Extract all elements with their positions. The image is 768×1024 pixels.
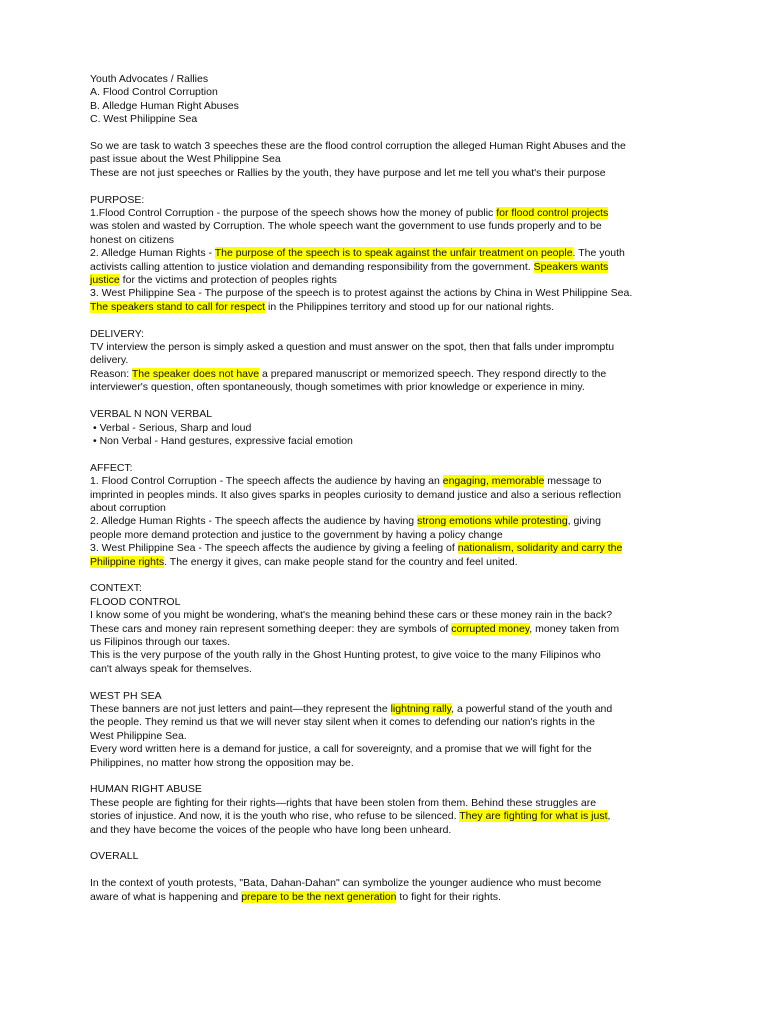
purpose-line [90, 261, 680, 274]
text: , a powerful stand of the youth and [451, 702, 613, 715]
highlight: Speakers wants [533, 260, 609, 273]
intro-line: These are not just speeches or Rallies by the youth, they have purpose and let me tell you what's their purpose [90, 166, 606, 179]
purpose-line [90, 247, 680, 260]
highlight: engaging, memorable [442, 475, 545, 488]
spacer [90, 676, 680, 689]
delivery-line: delivery. [90, 354, 129, 367]
spacer [90, 180, 680, 193]
context-line: Every word written here is a demand for justice, a call for sovereignty, and a promise that we will fight for the [90, 743, 592, 756]
section-heading-affect: AFFECT: [90, 461, 133, 474]
highlight: nationalism, solidarity and carry the [457, 542, 623, 555]
delivery-line: interviewer's question, often spontaneously, though sometimes with prior knowledge or experience in miny. [90, 381, 585, 394]
section-heading-context: CONTEXT: [90, 582, 142, 595]
purpose-line [90, 207, 680, 220]
text: a prepared manuscript or memorized speech. They respond directly to the [259, 367, 607, 380]
text: , [607, 810, 611, 823]
highlight: for flood control projects [496, 207, 609, 220]
text: These cars and money rain represent something deeper: they are symbols of [90, 622, 452, 635]
spacer [90, 837, 680, 850]
text: , giving [567, 515, 601, 528]
context-line [90, 703, 680, 716]
affect-line [90, 542, 680, 555]
affect-line: about corruption [90, 501, 166, 514]
context-line: the people. They remind us that we will never stay silent when it comes to defending our nation's rights in the [90, 716, 595, 729]
section-heading-verbal: VERBAL N NON VERBAL [90, 408, 213, 421]
text: These banners are not just letters and paint—they represent the [90, 702, 391, 715]
text: 1. Flood Control Corruption - The speech affects the audience by having an [90, 475, 443, 488]
context-line: West Philippine Sea. [90, 729, 187, 742]
text: to fight for their rights. [396, 890, 501, 903]
highlight: prepare to be the next generation [241, 890, 397, 903]
context-line [90, 810, 680, 823]
highlight: The purpose of the speech is to speak against the unfair treatment on people [214, 247, 573, 260]
text: , money taken from [529, 622, 620, 635]
context-line: This is the very purpose of the youth rally in the Ghost Hunting protest, to give voice to the many Filipinos who [90, 649, 601, 662]
text: 1.Flood Control Corruption - the purpose of the speech shows how the money of public [90, 207, 497, 220]
bullet-item: • Non Verbal - Hand gestures, expressive facial emotion [93, 434, 353, 447]
overall-line: In the context of youth protests, "Bata, Dahan-Dahan" can symbolize the younger audience who must become [90, 877, 602, 890]
affect-line [90, 515, 680, 528]
affect-line: imprinted in peoples minds. It also gives sparks in peoples curiosity to demand justice and also a serious reflection [90, 488, 622, 501]
purpose-line [90, 301, 680, 314]
purpose-line: honest on citizens [90, 233, 175, 246]
topic-item: B. Alledge Human Right Abuses [90, 99, 239, 112]
affect-line: people more demand protection and justice to the government by having a policy change [90, 528, 503, 541]
highlight: The speakers stand to call for respect [90, 300, 266, 313]
context-line [90, 623, 680, 636]
spacer [90, 127, 680, 140]
highlight: corrupted money [451, 622, 530, 635]
highlight: strong emotions while protesting [417, 515, 568, 528]
purpose-line: was stolen and wasted by Corruption. The whole speech want the government to use funds properly and to be [90, 220, 602, 233]
topic-item: C. West Philippine Sea [90, 113, 198, 126]
delivery-line: TV interview the person is simply asked a question and must answer on the spot, then that falls under impromptu [90, 341, 615, 354]
text: 3. West Philippine Sea - The speech affects the audience by giving a feeling of [90, 542, 458, 555]
affect-line [90, 475, 680, 488]
context-line: These people are fighting for their rights—rights that have been stolen from them. Behind these struggles are [90, 796, 597, 809]
text: activists calling attention to justice violation and demanding responsibility from the government. [90, 260, 534, 273]
spacer [90, 770, 680, 783]
text: stories of injustice. And now, it is the youth who rise, who refuse to be silenced. [90, 810, 460, 823]
purpose-line: 3. West Philippine Sea - The purpose of the speech is to protest against the actions by China in West Philippine Sea. [90, 287, 633, 300]
purpose-line [90, 274, 680, 287]
text: 2. Alledge Human Rights - The speech affects the audience by having [90, 515, 418, 528]
intro-line: past issue about the West Philippine Sea [90, 153, 281, 166]
highlight: Philippine rights [90, 555, 165, 568]
text: . The energy it gives, can make people stand for the country and feel united. [164, 555, 518, 568]
text: 2. Alledge Human Rights - [90, 247, 215, 260]
subheading-human-right-abuse: HUMAN RIGHT ABUSE [90, 783, 202, 796]
context-line: and they have become the voices of the people who have long been unheard. [90, 823, 452, 836]
text: message to [544, 475, 602, 488]
text: in the Philippines territory and stood up for our national rights. [265, 300, 555, 313]
highlight: The speaker does not have [131, 367, 260, 380]
spacer [90, 569, 680, 582]
spacer [90, 314, 680, 327]
bullet-item: • Verbal - Serious, Sharp and loud [93, 421, 252, 434]
text: for the victims and protection of peoples rights [119, 274, 337, 287]
overall-line [90, 891, 680, 904]
subheading-flood-control: FLOOD CONTROL [90, 595, 181, 608]
highlight: lightning rally [390, 702, 452, 715]
section-heading-delivery: DELIVERY: [90, 327, 145, 340]
section-heading-overall: OVERALL [90, 850, 139, 863]
affect-line [90, 556, 680, 569]
delivery-line [90, 368, 680, 381]
text: Reason: [90, 367, 132, 380]
document-body [90, 73, 680, 904]
section-heading-purpose: PURPOSE: [90, 193, 145, 206]
context-line: Philippines, no matter how strong the opposition may be. [90, 756, 354, 769]
context-line: us Filipinos through our taxes. [90, 635, 231, 648]
spacer [90, 448, 680, 461]
spacer [90, 864, 680, 877]
highlight: They are fighting for what is just [459, 810, 608, 823]
spacer [90, 395, 680, 408]
highlight: justice [90, 274, 120, 287]
subheading-west-ph-sea: WEST PH SEA [90, 689, 162, 702]
doc-heading: Youth Advocates / Rallies [90, 73, 209, 85]
context-line: I know some of you might be wondering, what's the meaning behind these cars or these money rain in the back? [90, 609, 613, 622]
text: aware of what is happening and [90, 890, 242, 903]
topic-item: A. Flood Control Corruption [90, 86, 218, 99]
context-line: can't always speak for themselves. [90, 662, 252, 675]
intro-line: So we are task to watch 3 speeches these are the flood control corruption the alleged Human Right Abuses and the [90, 140, 626, 153]
text: . The youth [572, 247, 625, 260]
